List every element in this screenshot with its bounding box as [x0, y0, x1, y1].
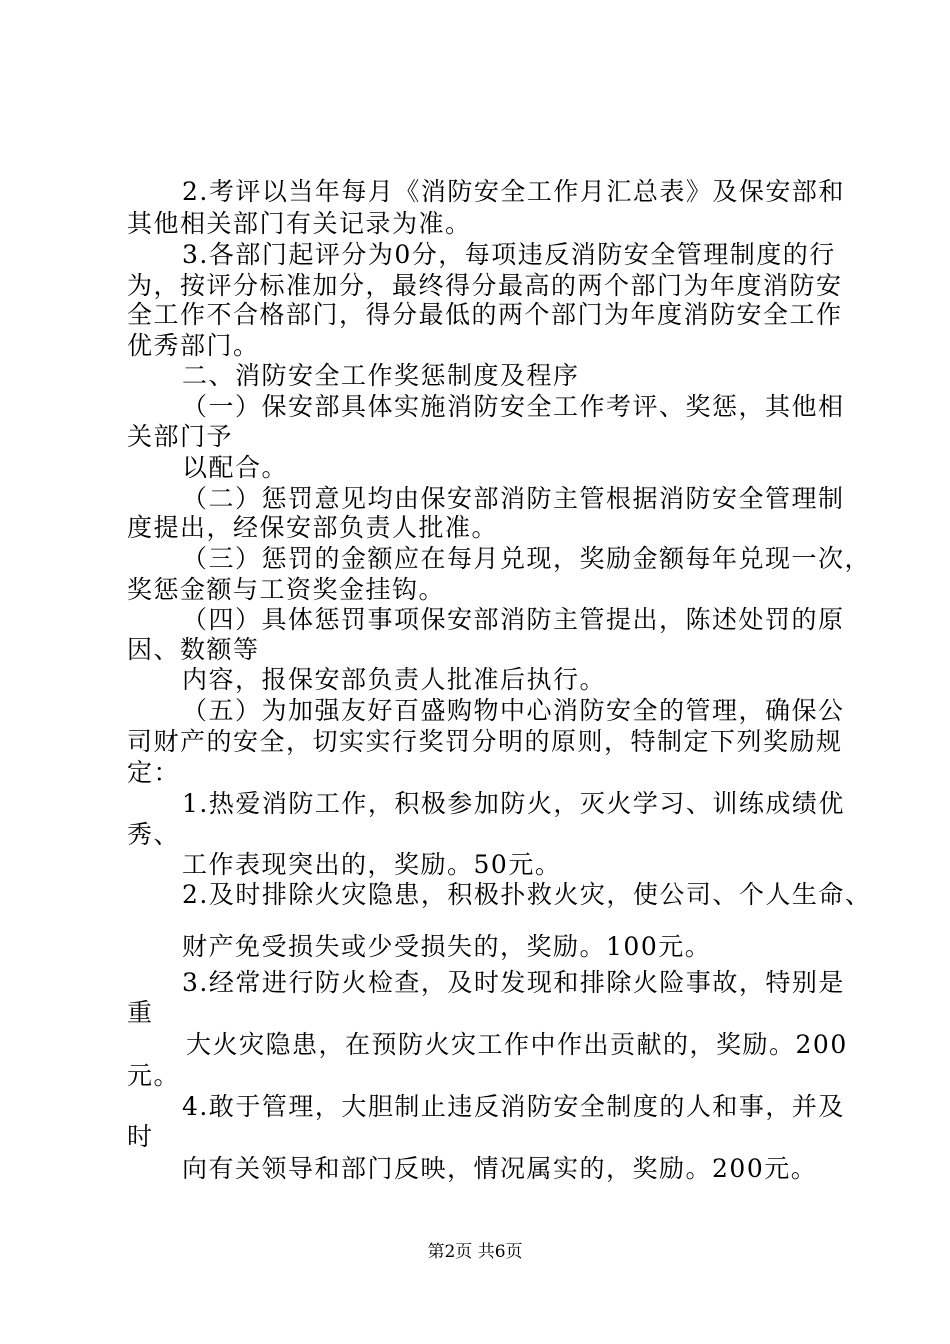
list-item: 向有关领导和部门反映，情况属实的，奖励。200元。 [182, 1154, 818, 1183]
body-line: 以配合。 [182, 453, 289, 482]
body-line: 司财产的安全，切实实行奖罚分明的原则，特制定下列奖励规 [127, 727, 843, 756]
body-line: 因、数额等 [127, 635, 260, 664]
body-line: （三）惩罚的金额应在每月兑现，奖励金额每年兑现一次， [182, 544, 872, 573]
section-heading: 二、消防安全工作奖惩制度及程序 [182, 361, 580, 390]
list-item: 2.及时排除火灾隐患，积极扑救火灾，使公司、个人生命、 [182, 880, 872, 909]
body-line: 3.各部门起评分为0分，每项违反消防安全管理制度的行 [182, 240, 836, 269]
list-item: 元。 [127, 1061, 181, 1090]
list-item: 4.敢于管理，大胆制止违反消防安全制度的人和事，并及 [182, 1092, 845, 1121]
list-item: 3.经常进行防火检查，及时发现和排除火险事故，特别是 [182, 968, 845, 997]
body-line: 为，按评分标准加分，最终得分最高的两个部门为年度消防安 [127, 271, 843, 300]
body-line: 度提出，经保安部负责人批准。 [127, 513, 499, 542]
body-line: 内容，报保安部负责人批准后执行。 [182, 665, 607, 694]
list-item: 重 [127, 998, 154, 1027]
body-line: 其他相关部门有关记录为准。 [127, 209, 472, 238]
body-line: 定： [127, 758, 181, 787]
list-item: 大火灾隐患，在预防火灾工作中作出贡献的，奖励。200 [186, 1030, 848, 1059]
list-item: 1.热爱消防工作，积极参加防火，灭火学习、训练成绩优 [182, 789, 845, 818]
body-line: （四）具体惩罚事项保安部消防主管提出，陈述处罚的原 [182, 605, 845, 634]
body-line: （二）惩罚意见均由保安部消防主管根据消防安全管理制 [182, 484, 845, 513]
list-item: 秀、 [127, 820, 181, 849]
body-line: 2.考评以当年每月《消防安全工作月汇总表》及保安部和 [182, 177, 845, 206]
page-footer: 第2页 共6页 [427, 1242, 523, 1262]
body-line: 奖惩金额与工资奖金挂钩。 [127, 575, 446, 604]
body-line: 关部门予 [127, 422, 234, 451]
body-line: （五）为加强友好百盛购物中心消防安全的管理，确保公 [182, 696, 845, 725]
body-line: （一）保安部具体实施消防安全工作考评、奖惩，其他相 [182, 392, 845, 421]
list-item: 工作表现突出的，奖励。50元。 [182, 850, 562, 879]
body-line: 全工作不合格部门，得分最低的两个部门为年度消防安全工作 [127, 300, 843, 329]
list-item: 财产免受损失或少受损失的，奖励。100元。 [182, 932, 712, 961]
body-line: 优秀部门。 [127, 331, 260, 360]
list-item: 时 [127, 1122, 154, 1151]
